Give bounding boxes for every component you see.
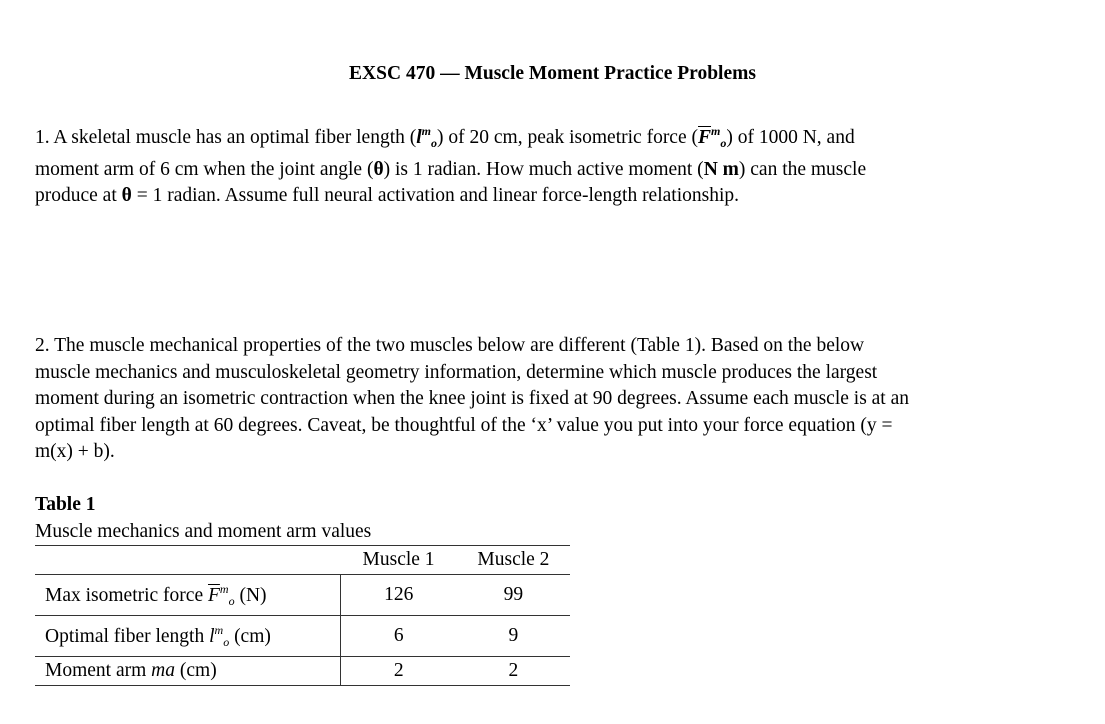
problem-1-text: produce at	[35, 185, 122, 206]
math-symbol: N m	[703, 158, 739, 180]
math-symbol: o	[431, 136, 438, 150]
math-symbol: $\overline{F}$	[698, 127, 712, 148]
problem-1	[35, 118, 1095, 210]
title-dash: —	[435, 63, 465, 84]
muscle-table	[35, 545, 570, 686]
problem-2	[35, 333, 1095, 466]
problem-1-text: ) of 20 cm, peak isometric force (	[437, 127, 698, 148]
table-header-muscle-2: Muscle 2	[477, 549, 550, 570]
row-label: Moment arm ma (cm)	[35, 657, 340, 686]
cell-muscle-1: 2	[393, 660, 404, 681]
math-symbol: o	[720, 136, 727, 150]
math-symbol: θ	[373, 158, 384, 180]
table-row	[35, 657, 570, 686]
cell-muscle-1: 6	[393, 625, 404, 646]
math-symbol: m	[711, 124, 721, 138]
problem-2-line: muscle mechanics and musculoskeletal geometry information, determine which muscle produces the largest	[35, 361, 878, 383]
problem-1-text: = 1 radian. Assume full neural activation and linear force-length relationship.	[131, 185, 740, 206]
table-header-blank	[35, 546, 340, 575]
problem-1-text: 1. A skeletal muscle has an optimal fiber length (	[35, 127, 417, 148]
problem-1-line	[35, 183, 1095, 210]
table-header-row	[35, 546, 570, 575]
page-title	[0, 62, 1105, 86]
table-caption: Muscle mechanics and moment arm values	[35, 521, 372, 542]
table-label: Table 1	[35, 494, 96, 515]
problem-2-line: 2. The muscle mechanical properties of the two muscles below are different (Table 1). Based on the below	[35, 335, 865, 356]
problem-1-text: moment arm of 6 cm when the joint angle (	[35, 158, 374, 180]
math-symbol: l	[416, 127, 422, 148]
table-header-muscle-1: Muscle 1	[362, 549, 435, 570]
title-subject: Muscle Moment Practice Problems	[464, 63, 756, 84]
problem-2-line: m(x) + b).	[35, 441, 115, 462]
cell-muscle-2: 2	[508, 660, 519, 681]
math-symbol: θ	[121, 185, 132, 206]
cell-muscle-2: 99	[503, 584, 524, 605]
problem-1-line	[35, 157, 1095, 184]
problem-1-text: ) can the muscle	[738, 158, 867, 180]
problem-1-text: ) is 1 radian. How much active moment (	[383, 158, 704, 180]
problem-2-line: optimal fiber length at 60 degrees. Caveat, be thoughtful of the ‘x’ value you put into your force equation (y =	[35, 414, 893, 436]
table-row	[35, 575, 570, 616]
cell-muscle-2: 9	[508, 625, 519, 646]
course-code: EXSC 470	[349, 63, 436, 84]
math-symbol: m	[421, 124, 432, 138]
cell-muscle-1: 126	[384, 584, 414, 605]
table-row	[35, 616, 570, 657]
row-label: Max isometric force $\overline{F}^m_o$ (N)	[35, 575, 340, 616]
problem-1-text: ) of 1000 N, and	[726, 127, 855, 148]
problem-2-line: moment during an isometric contraction when the knee joint is fixed at 90 degrees. Assume each muscle is at an	[35, 388, 910, 409]
problem-1-line	[35, 118, 1095, 157]
row-label: Optimal fiber length $l^m_o$ (cm)	[35, 616, 340, 657]
